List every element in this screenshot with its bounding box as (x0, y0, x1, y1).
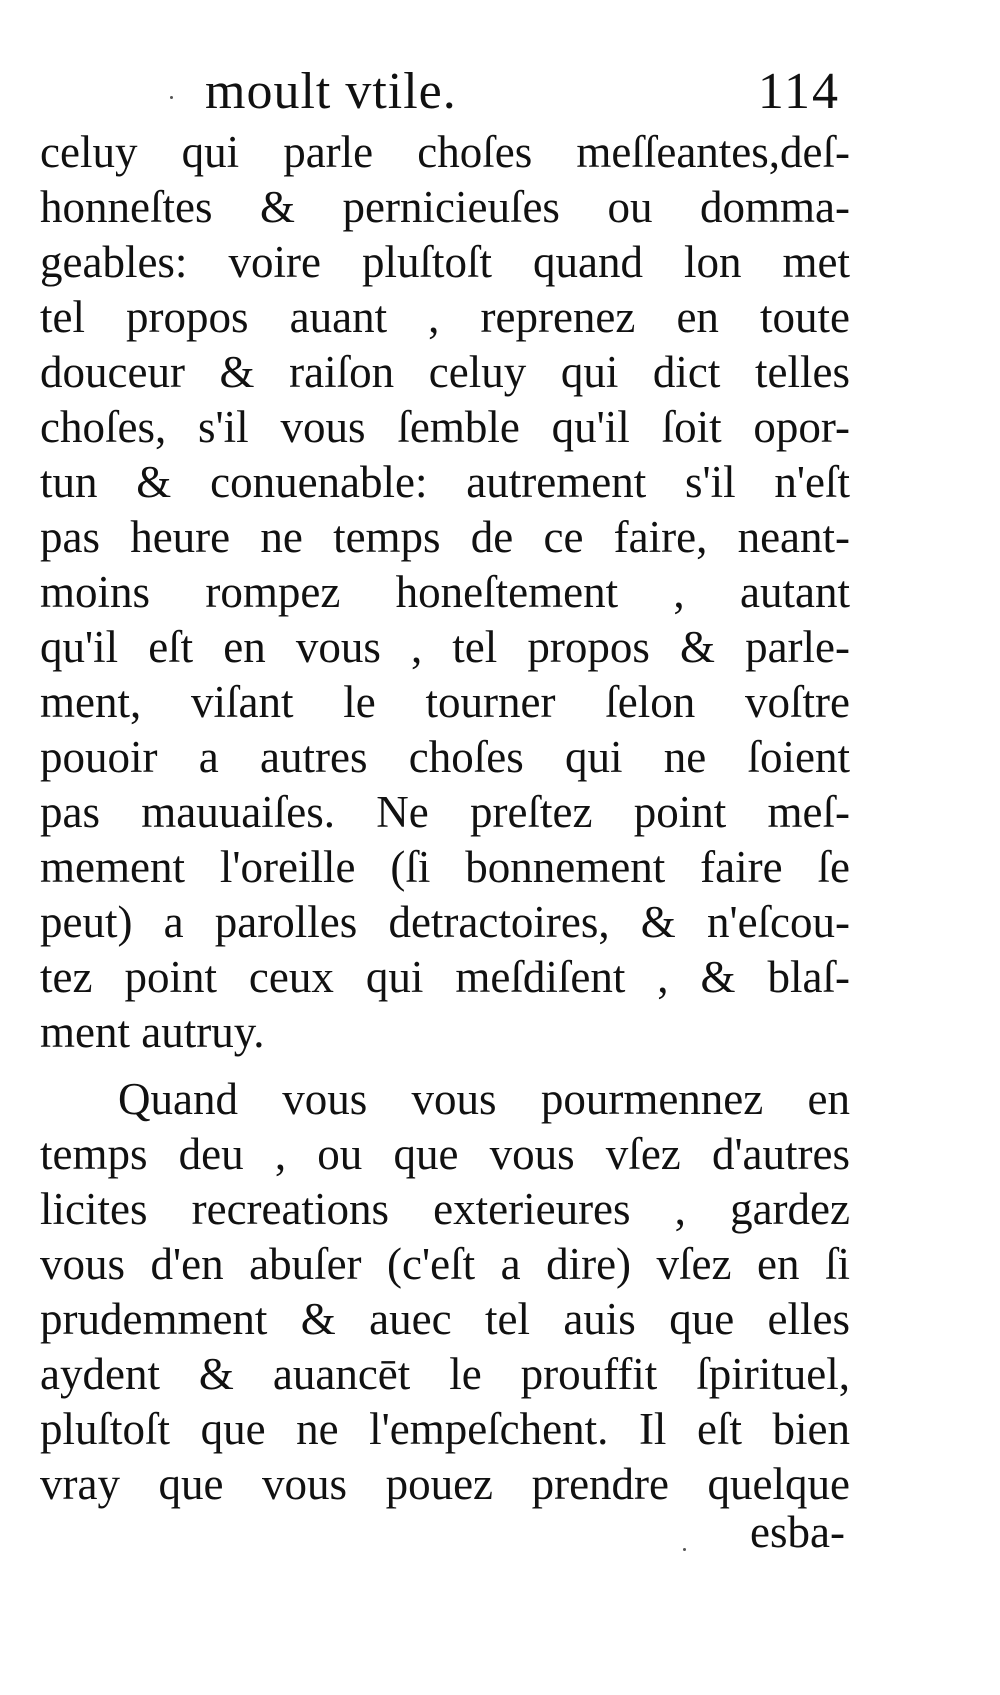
text-line: Quand vous vous pourmennez en (118, 1074, 850, 1124)
text-line: vray que vous pouez prendre quelque (40, 1459, 850, 1509)
body-text (40, 125, 850, 1512)
text-line: qu'il eſt en vous , tel propos & parle- (40, 622, 850, 672)
text-line: pluſtoſt que ne l'empeſchent. Il eſt bien (40, 1404, 850, 1454)
text-line: choſes, s'il vous ſemble qu'il ſoit opor- (40, 402, 850, 452)
text-line: mement l'oreille (ſi bonnement faire ſe (40, 842, 850, 892)
text-line: aydent & auancēt le prouffit ſpirituel, (40, 1349, 850, 1399)
running-title: moult vtile. (205, 63, 457, 120)
text-line: pouoir a autres choſes qui ne ſoient (40, 732, 850, 782)
text-line: tel propos auant , reprenez en toute (40, 292, 850, 342)
paragraph (40, 1072, 850, 1512)
text-line: geables: voire pluſtoſt quand lon met (40, 237, 850, 287)
text-line: temps deu , ou que vous vſez d'autres (40, 1129, 850, 1179)
ink-speck (170, 96, 173, 99)
text-line: celuy qui parle choſes meſſeantes,deſ- (40, 127, 850, 177)
ink-speck (683, 1548, 686, 1551)
text-line: tez point ceux qui meſdiſent , & blaſ- (40, 952, 850, 1002)
page-header (40, 62, 840, 132)
page-number: 114 (757, 63, 840, 120)
text-line: moins rompez honeſtement , autant (40, 567, 850, 617)
catchword: esba- (750, 1507, 845, 1557)
paragraph (40, 125, 850, 1060)
text-line: honneſtes & pernicieuſes ou domma- (40, 182, 850, 232)
text-line: licites recreations exterieures , gardez (40, 1184, 850, 1234)
text-line: tun & conuenable: autrement s'il n'eſt (40, 457, 850, 507)
paragraph-gap (40, 1060, 850, 1072)
text-line: ment, viſant le tourner ſelon voſtre (40, 677, 850, 727)
text-line: vous d'en abuſer (c'eſt a dire) vſez en ſi (40, 1239, 850, 1289)
text-line: douceur & raiſon celuy qui dict telles (40, 347, 850, 397)
text-line: pas heure ne temps de ce faire, neant- (40, 512, 850, 562)
text-line: pas mauuaiſes. Ne preſtez point meſ- (40, 787, 850, 837)
text-line: ment autruy. (40, 1007, 265, 1057)
text-line: prudemment & auec tel auis que elles (40, 1294, 850, 1344)
text-line: peut) a parolles detractoires, & n'eſcou- (40, 897, 850, 947)
